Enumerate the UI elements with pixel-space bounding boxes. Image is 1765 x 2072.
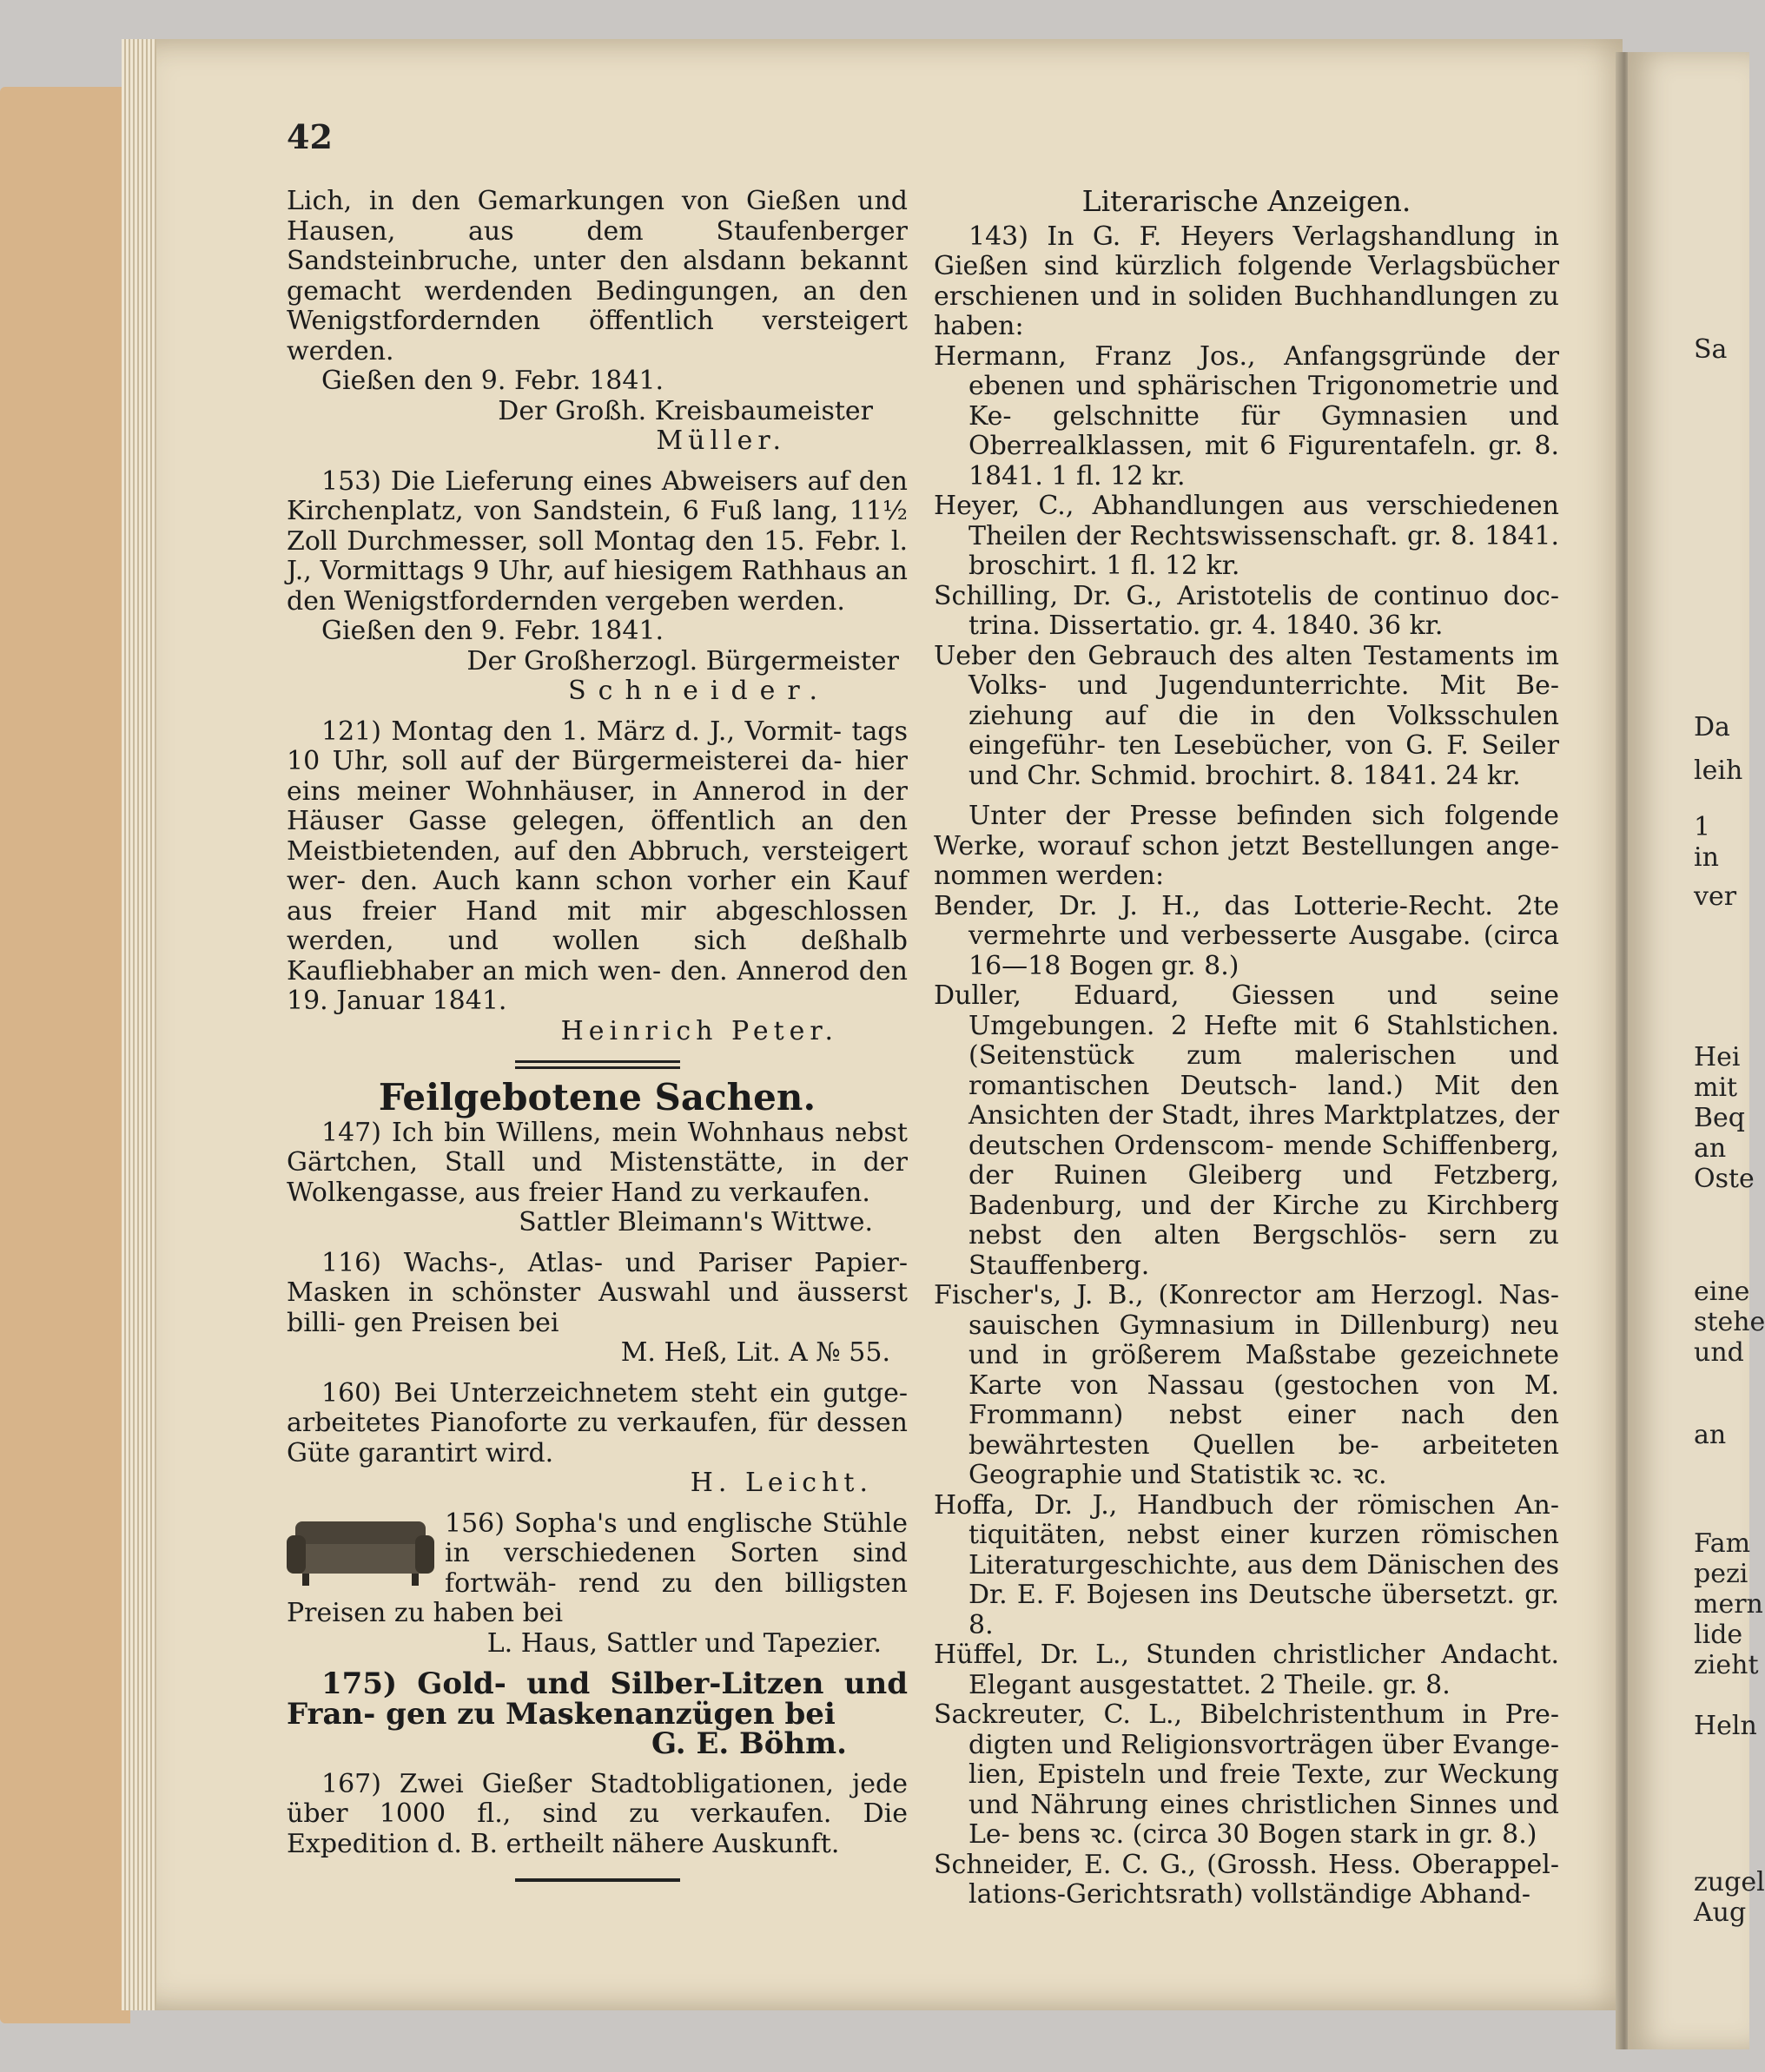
notice-153-signature-title: Der Großherzogl. Bürgermeister bbox=[466, 645, 899, 676]
entry-fischer: Fischer's, J. B., (Konrector am Herzogl. Nas- sauischen Gymnasium in Dillenburg) neu und in größerem Maßstabe gezeichnete Karte von Nassau (gestochen von M. Frommann) nebst einer nach den bewährtesten Quellen be- arbeiteten Geographie und Statistik ꝛc. ꝛc. bbox=[934, 1280, 1559, 1490]
entry-bender: Bender, Dr. J. H., das Lotterie-Recht. 2te vermehrte und verbesserte Ausgabe. (circa 16—18 Bogen gr. 8.) bbox=[934, 890, 1559, 981]
facing-page-fragment: an bbox=[1694, 1420, 1727, 1450]
facing-page-fragment: Aug bbox=[1694, 1897, 1747, 1928]
facing-page-fragment: in bbox=[1694, 842, 1719, 873]
left-column bbox=[287, 187, 908, 1901]
notice-intro: Lich, in den Gemarkungen von Gießen und Hausen, aus dem Staufenberger Sandsteinbruche, unter den alsdann bekannt gemacht werdenden Bedingungen, an den Wenigstfordernden öffentlich versteigert werden. bbox=[287, 186, 908, 366]
page-stack-edges bbox=[122, 39, 156, 2010]
end-rule bbox=[515, 1878, 680, 1882]
page-number: 42 bbox=[287, 117, 333, 156]
entry-schneider: Schneider, E. C. G., (Grossh. Hess. Oberappel- lations-Gerichtsrath) vollständige Abhand- bbox=[934, 1849, 1559, 1910]
entry-hoffa: Hoffa, Dr. J., Handbuch der römischen An- tiquitäten, nebst einer kurzen römischen Literaturgeschichte, aus dem Dänischen des Dr. E. F. Bojesen ins Deutsche übersetzt. gr. 8. bbox=[934, 1489, 1559, 1640]
literary-intro: 143) In G. F. Heyers Verlagshandlung in Gießen sind kürzlich folgende Verlagsbücher erschienen und in soliden Buchhandlungen zu haben: bbox=[934, 221, 1559, 341]
notice-147-signature: Sattler Bleimann's Wittwe. bbox=[519, 1207, 873, 1237]
entry-sackreuter: Sackreuter, C. L., Bibelchristenthum in Pre- digten und Religionsvorträgen über Evange- lien, Episteln und freie Texte, zur Weckung und Nährung eines christlichen Sinnes und Le- bens ꝛc. (circa 30 Bogen stark in gr. 8.) bbox=[934, 1699, 1559, 1850]
facing-page-fragment: zugel bbox=[1694, 1867, 1765, 1897]
notice-147: 147) Ich bin Willens, mein Wohnhaus nebst Gärtchen, Stall und Mistenstätte, in der Wolkengasse, aus freier Hand zu verkaufen. bbox=[287, 1117, 908, 1208]
facing-page-fragment: Oste bbox=[1694, 1164, 1755, 1194]
notice-175-signature: G. E. Böhm. bbox=[651, 1726, 847, 1761]
notice-153: 153) Die Lieferung eines Abweisers auf den Kirchenplatz, von Sandstein, 6 Fuß lang, 11½ Zoll Durchmesser, soll Montag den 15. Febr. l. J., Vormittags 9 Uhr, auf hiesigem Rathhaus an den Wenigstfordernden vergeben werden. bbox=[287, 465, 908, 617]
notice-date: Gießen den 9. Febr. 1841. bbox=[321, 366, 664, 396]
notice-153-signature-name: Schneider. bbox=[568, 676, 830, 706]
notice-121: 121) Montag den 1. März d. J., Vormit- tags 10 Uhr, soll auf der Bürgermeisterei da- hier eins meiner Wohnhäuser, in Annerod in der Häuser Gasse gelegen, öffentlich an den Meistbietenden, auf den Abbruch, versteigert wer- den. Auch kann schon vorher ein Kauf aus freier Hand mit mir abgeschlossen werden, und wollen sich deßhalb Kaufliebhaber an mich wen- den. Annerod den 19. Januar 1841. bbox=[287, 716, 908, 1016]
entry-hueffel: Hüffel, Dr. L., Stunden christlicher Andacht. Elegant ausgestattet. 2 Theile. gr. 8. bbox=[934, 1640, 1559, 1700]
notice-160: 160) Bei Unterzeichnetem steht ein gutge- arbeitetes Pianoforte zu verkaufen, für dessen Güte garantirt wird. bbox=[287, 1377, 908, 1468]
section-divider bbox=[515, 1060, 680, 1069]
facing-page-fragment: pezi bbox=[1694, 1559, 1748, 1589]
facing-page-fragment: zieht bbox=[1694, 1650, 1759, 1680]
facing-page-fragment: 1 bbox=[1694, 812, 1711, 842]
sofa-illustration bbox=[287, 1513, 434, 1591]
notice-156-signature: L. Haus, Sattler und Tapezier. bbox=[486, 1627, 882, 1659]
facing-page-fragment: ver bbox=[1694, 881, 1737, 912]
facing-page-fragment: an bbox=[1694, 1133, 1727, 1164]
facing-page-fragment: Beq bbox=[1694, 1103, 1746, 1133]
entry-heyer: Heyer, C., Abhandlungen aus verschiedenen Theilen der Rechtswissenschaft. gr. 8. 1841. broschirt. 1 fl. 12 kr. bbox=[934, 491, 1559, 581]
facing-page-fragment: stehe bbox=[1694, 1307, 1765, 1337]
facing-page-fragment: leih bbox=[1694, 756, 1743, 786]
notice-signature-title: Der Großh. Kreisbaumeister bbox=[498, 395, 873, 426]
facing-page-fragment: Da bbox=[1694, 712, 1730, 742]
section-title: Feilgebotene Sachen. bbox=[378, 1076, 816, 1118]
facing-page-fragment: Fam bbox=[1694, 1528, 1751, 1559]
literary-heading: Literarische Anzeigen. bbox=[1081, 184, 1411, 218]
right-column bbox=[934, 184, 1560, 1910]
entry-schilling: Schilling, Dr. G., Aristotelis de continuo doc- trina. Dissertatio. gr. 4. 1840. 36 kr. bbox=[934, 580, 1559, 641]
facing-page-fragment: eine bbox=[1694, 1277, 1750, 1307]
notice-175: 175) Gold- und Silber-Litzen und Fran- gen zu Maskenanzügen bei bbox=[287, 1666, 908, 1732]
facing-page-fragment: Hei bbox=[1694, 1042, 1741, 1072]
entry-duller: Duller, Eduard, Giessen und seine Umgebungen. 2 Hefte mit 6 Stahlstichen. (Seitenstück zum malerischen und romantischen Deutsch- land.) Mit den Ansichten der Stadt, ihres Marktplatzes, der deutschen Ordenscom- mende Schiffenberg, der Ruinen Gleiberg und Fetzberg, Badenburg, und der Kirche zu Kirchberg nebst den alten Bergschlös- sern zu Stauffenberg. bbox=[934, 980, 1560, 1281]
facing-page-fragment: lide bbox=[1694, 1620, 1743, 1650]
facing-page-fragment: und bbox=[1694, 1337, 1744, 1368]
facing-page-fragment: Heln bbox=[1694, 1711, 1757, 1741]
facing-page-fragment: mit bbox=[1694, 1072, 1738, 1103]
notice-signature-name: Müller. bbox=[656, 426, 786, 456]
notice-160-signature: H. Leicht. bbox=[690, 1468, 873, 1498]
book-edge-left bbox=[0, 87, 130, 2023]
notice-167: 167) Zwei Gießer Stadtobligationen, jede über 1000 fl., sind zu verkaufen. Die Expedition d. B. ertheilt nähere Auskunft. bbox=[287, 1768, 908, 1859]
notice-153-date: Gießen den 9. Febr. 1841. bbox=[321, 616, 664, 646]
notice-121-signature: Heinrich Peter. bbox=[560, 1015, 838, 1046]
entry-testament: Ueber den Gebrauch des alten Testaments im Volks- und Jugendunterrichte. Mit Be- ziehung auf die in den Volksschulen eingeführ- ten Lesebücher, von G. F. Seiler und Chr. Schmid. brochirt. 8. 1841. 24 kr. bbox=[934, 640, 1559, 791]
notice-156: 156) Sopha's und englische Stühle in verschiedenen Sorten sind fortwäh- rend zu den billigsten Preisen zu haben bei bbox=[287, 1508, 908, 1628]
notice-116-signature: M. Heß, Lit. A № 55. bbox=[620, 1337, 890, 1368]
facing-page-fragment: mern bbox=[1694, 1589, 1763, 1620]
entry-hermann: Hermann, Franz Jos., Anfangsgründe der ebenen und sphärischen Trigonometrie und Ke- gelschnitte für Gymnasien und Oberrealklassen, mit 6 Figurentafeln. gr. 8. 1841. 1 fl. 12 kr. bbox=[934, 340, 1559, 492]
press-intro: Unter der Presse befinden sich folgende Werke, worauf schon jetzt Bestellungen ange- nommen werden: bbox=[934, 801, 1559, 891]
facing-page-fragment: Sa bbox=[1694, 334, 1728, 365]
notice-116: 116) Wachs-, Atlas- und Pariser Papier- Masken in schönster Auswahl und äusserst billi- gen Preisen bei bbox=[287, 1247, 908, 1338]
